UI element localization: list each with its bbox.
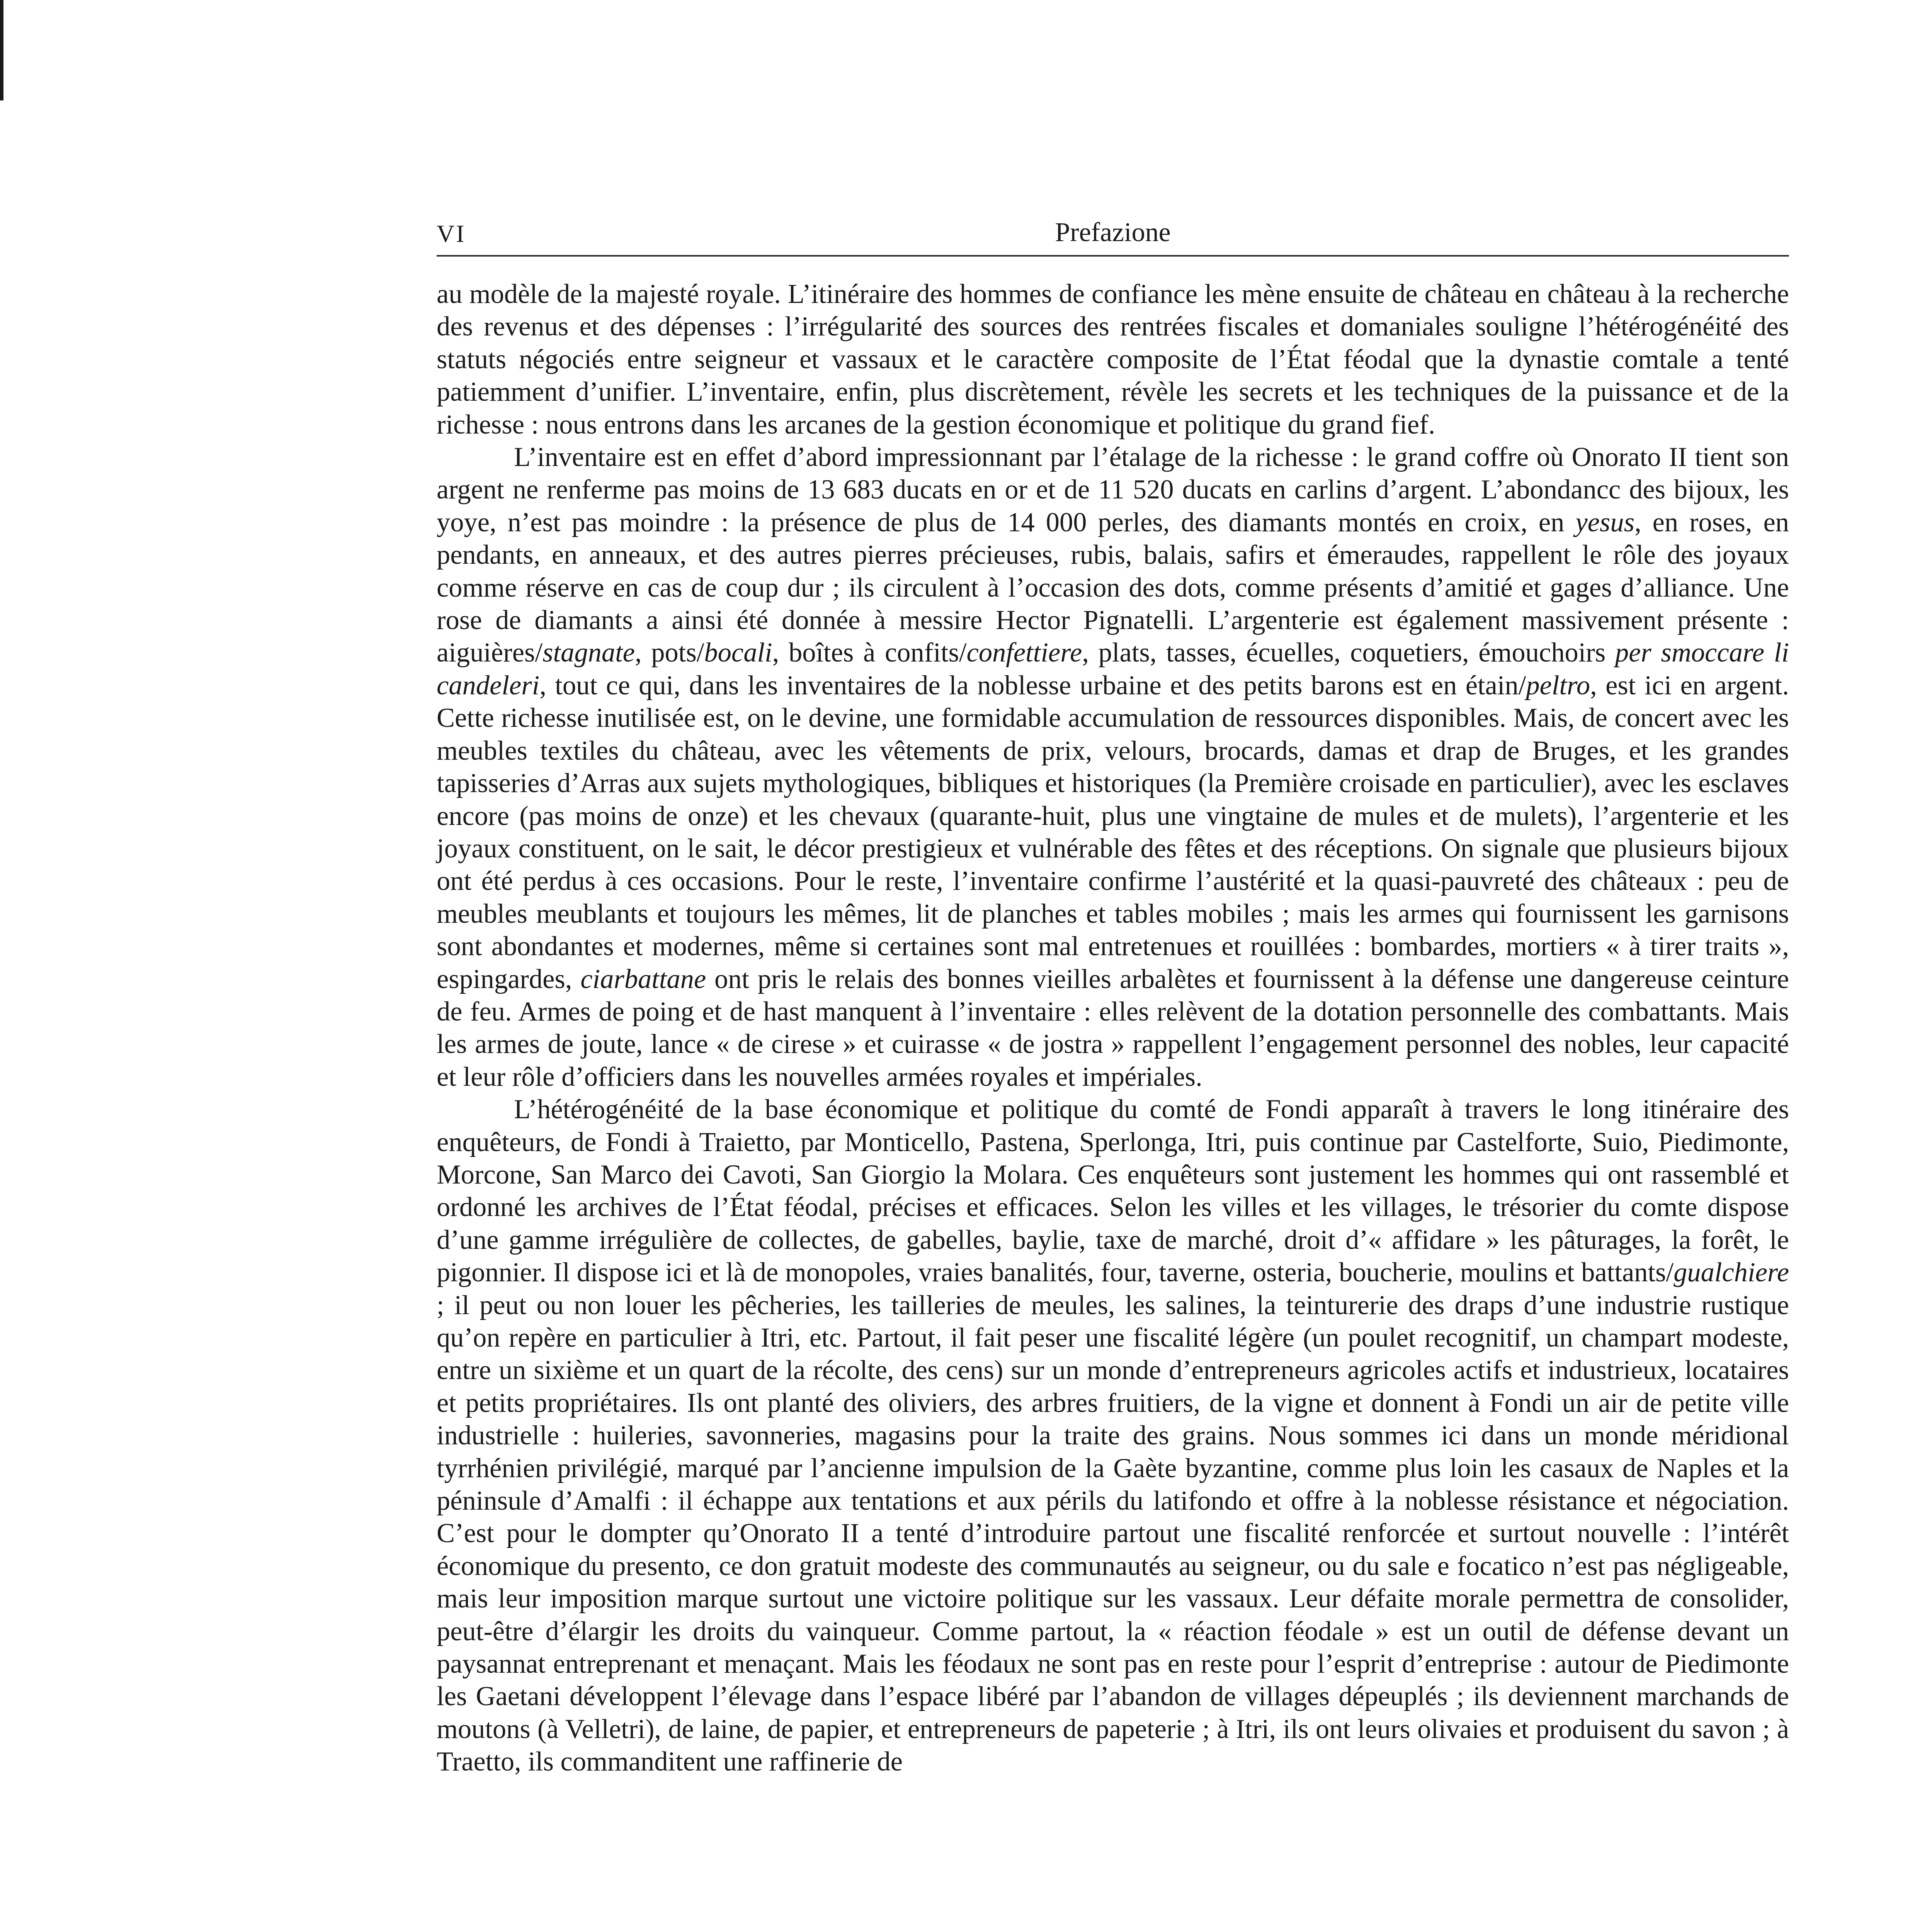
text-run: L’hétérogénéité de la base économique et politique du comté de Fondi apparaît à travers le long itinéraire des enquêteurs, de Fondi à Traietto, par Monticello, Pastena, Sperlonga, Itri, puis continue par Castelforte, Suio, Piedimonte, Morcone, San Marco dei Cavoti, San Giorgio la Molara. Ces enquêteurs sont justement les hommes qui ont rassemblé et ordonné les archives de l’État féodal, précises et efficaces. Selon les villes et les villages, le trésorier du comte dispose d’une gamme irrégulière de collectes, de gabelles, baylie, taxe de marché, droit d’« affidare » les pâturages, la forêt, le pigonnier. Il dispose ici et là de monopoles, vraies banalités, four, taverne, osteria, boucherie, moulins et battants/: [437, 1094, 1789, 1288]
paragraph-2: [437, 441, 1789, 1093]
text-run: , plats, tasses, écuelles, coquetiers, émouchoirs: [1082, 638, 1615, 668]
text-run: , pots/: [634, 638, 704, 668]
italic-term: yesus: [1575, 507, 1635, 537]
italic-term: ciarbattane: [580, 964, 706, 994]
text-run: L’inventaire est en effet d’abord impressionnant par l’étalage de la richesse : le grand coffre où Onorato II tient son argent ne renferme pas moins de 13 683 ducats en or et de 11 520 ducats en carlins d’argent. L’abondancc des bijoux, les yoye, n’est pas moindre : la présence de plus de 14 000 perles, des diamants montés en croix, en: [437, 442, 1789, 537]
running-head-title: Prefazione: [1055, 218, 1171, 247]
italic-term: per smoccare li candeleri: [437, 638, 1789, 701]
scan-edge-mark: [0, 0, 3, 100]
italic-term: bocali: [704, 638, 772, 668]
page-number: VI: [437, 220, 466, 247]
text-run: , en roses, en pendants, en anneaux, et des autres pierres précieuses, rubis, balais, safirs et émeraudes, rappellent le rôle des joyaux comme réserve en cas de coup dur ; ils circulent à l’occasion des dots, comme présents d’amitié et gages d’alliance. Une rose de diamants a ainsi été donnée à messire Hector Pignatelli. L’argenterie est également massivement présente : aiguières/: [437, 507, 1789, 668]
body-text: [437, 278, 1789, 1778]
text-run: , est ici en argent. Cette richesse inutilisée est, on le devine, une formidable accumulation de ressources disponibles. Mais, de concert avec les meubles textiles du château, avec les vêtements de prix, velours, brocards, damas et drap de Bruges, et les grandes tapisseries d’Arras aux sujets mythologiques, bibliques et historiques (la Première croisade en particulier), avec les esclaves encore (pas moins de onze) et les chevaux (quarante-huit, plus une vingtaine de mules et de mulets), l’argenterie et les joyaux constituent, on le sait, le décor prestigieux et vulnérable des fêtes et des réceptions. On signale que plusieurs bijoux ont été perdus à ces occasions. Pour le reste, l’inventaire confirme l’austérité et la quasi-pauvreté des châteaux : peu de meubles meublants et toujours les mêmes, lit de planches et tables mobiles ; mais les armes qui fournissent les garnisons sont abondantes et modernes, même si certaines sont mal entretenues et rouillées : bombardes, mortiers « à tirer traits », espingardes,: [437, 670, 1789, 994]
text-run: au modèle de la majesté royale. L’itinéraire des hommes de confiance les mène ensuite de château en château à la recherche des revenus et des dépenses : l’irrégularité des sources des rentrées fiscales et domaniales souligne l’hétérogénéité des statuts négociés entre seigneur et vassaux et le caractère composite de l’État féodal que la dynastie comtale a tenté patiemment d’unifier. L’inventaire, enfin, plus discrètement, révèle les secrets et les techniques de la puissance et de la richesse : nous entrons dans les arcanes de la gestion économique et politique du grand fief.: [437, 279, 1789, 440]
text-run: ont pris le relais des bonnes vieilles arbalètes et fournissent à la défense une dangereuse ceinture de feu. Armes de poing et de hast manquent à l’inventaire : elles relèvent de la dotation personnelle des combattants. Mais les armes de joute, lance « de cirese » et cuirasse « de jostra » rappellent l’engagement personnel des nobles, leur capacité et leur rôle d’officiers dans les nouvelles armées royales et impériales.: [437, 964, 1789, 1092]
text-run: ; il peut ou non louer les pêcheries, les tailleries de meules, les salines, la teinturerie des draps d’une industrie rustique qu’on repère en particulier à Itri, etc. Partout, il fait peser une fiscalité légère (un poulet recognitif, un champart modeste, entre un sixième et un quart de la récolte, des cens) sur un monde d’entrepreneurs agricoles actifs et industrieux, locataires et petits propriétaires. Ils ont planté des oliviers, des arbres fruitiers, de la vigne et donnent à Fondi un air de petite ville industrielle : huileries, savonneries, magasins pour la traite des grains. Nous sommes ici dans un monde méridional tyrrhénien privilégié, marqué par l’ancienne impulsion de la Gaète byzantine, comme plus loin les casaux de Naples et la péninsule d’Amalfi : il échappe aux tentations et aux périls du latifondo et offre à la noblesse résistance et négociation. C’est pour le dompter qu’Onorato II a tenté d’introduire partout une fiscalité renforcée et surtout nouvelle : l’intérêt économique du presento, ce don gratuit modeste des communautés au seigneur, ou du sale e focatico n’est pas négligeable, mais leur imposition marque surtout une victoire politique sur les vassaux. Leur défaite morale permettra de consolider, peut-être d’élargir les droits du vainqueur. Comme partout, la « réaction féodale » est un outil de défense devant un paysannat entreprenant et menaçant. Mais les féodaux ne sont pas en reste pour l’esprit d’entreprise : autour de Piedimonte les Gaetani développent l’élevage dans l’espace libéré par l’abandon de villages dépeuplés ; ils deviennent marchands de moutons (à Velletri), de laine, de papier, et entrepreneurs de papeterie ; à Itri, ils ont leurs olivaies et produisent du savon ; à Traetto, ils commanditent une raffinerie de: [437, 1290, 1789, 1777]
book-page: [437, 216, 1789, 1778]
paragraph-3: [437, 1093, 1789, 1778]
running-head: [437, 216, 1789, 257]
text-run: , tout ce qui, dans les inventaires de la noblesse urbaine et des petits barons est en étain/: [539, 670, 1526, 701]
text-run: , boîtes à confits/: [772, 638, 967, 668]
italic-term: confettiere: [966, 638, 1082, 668]
italic-term: peltro: [1526, 670, 1590, 701]
italic-term: gualchiere: [1673, 1257, 1789, 1288]
paragraph-1: [437, 278, 1789, 441]
italic-term: stagnate: [543, 638, 635, 668]
